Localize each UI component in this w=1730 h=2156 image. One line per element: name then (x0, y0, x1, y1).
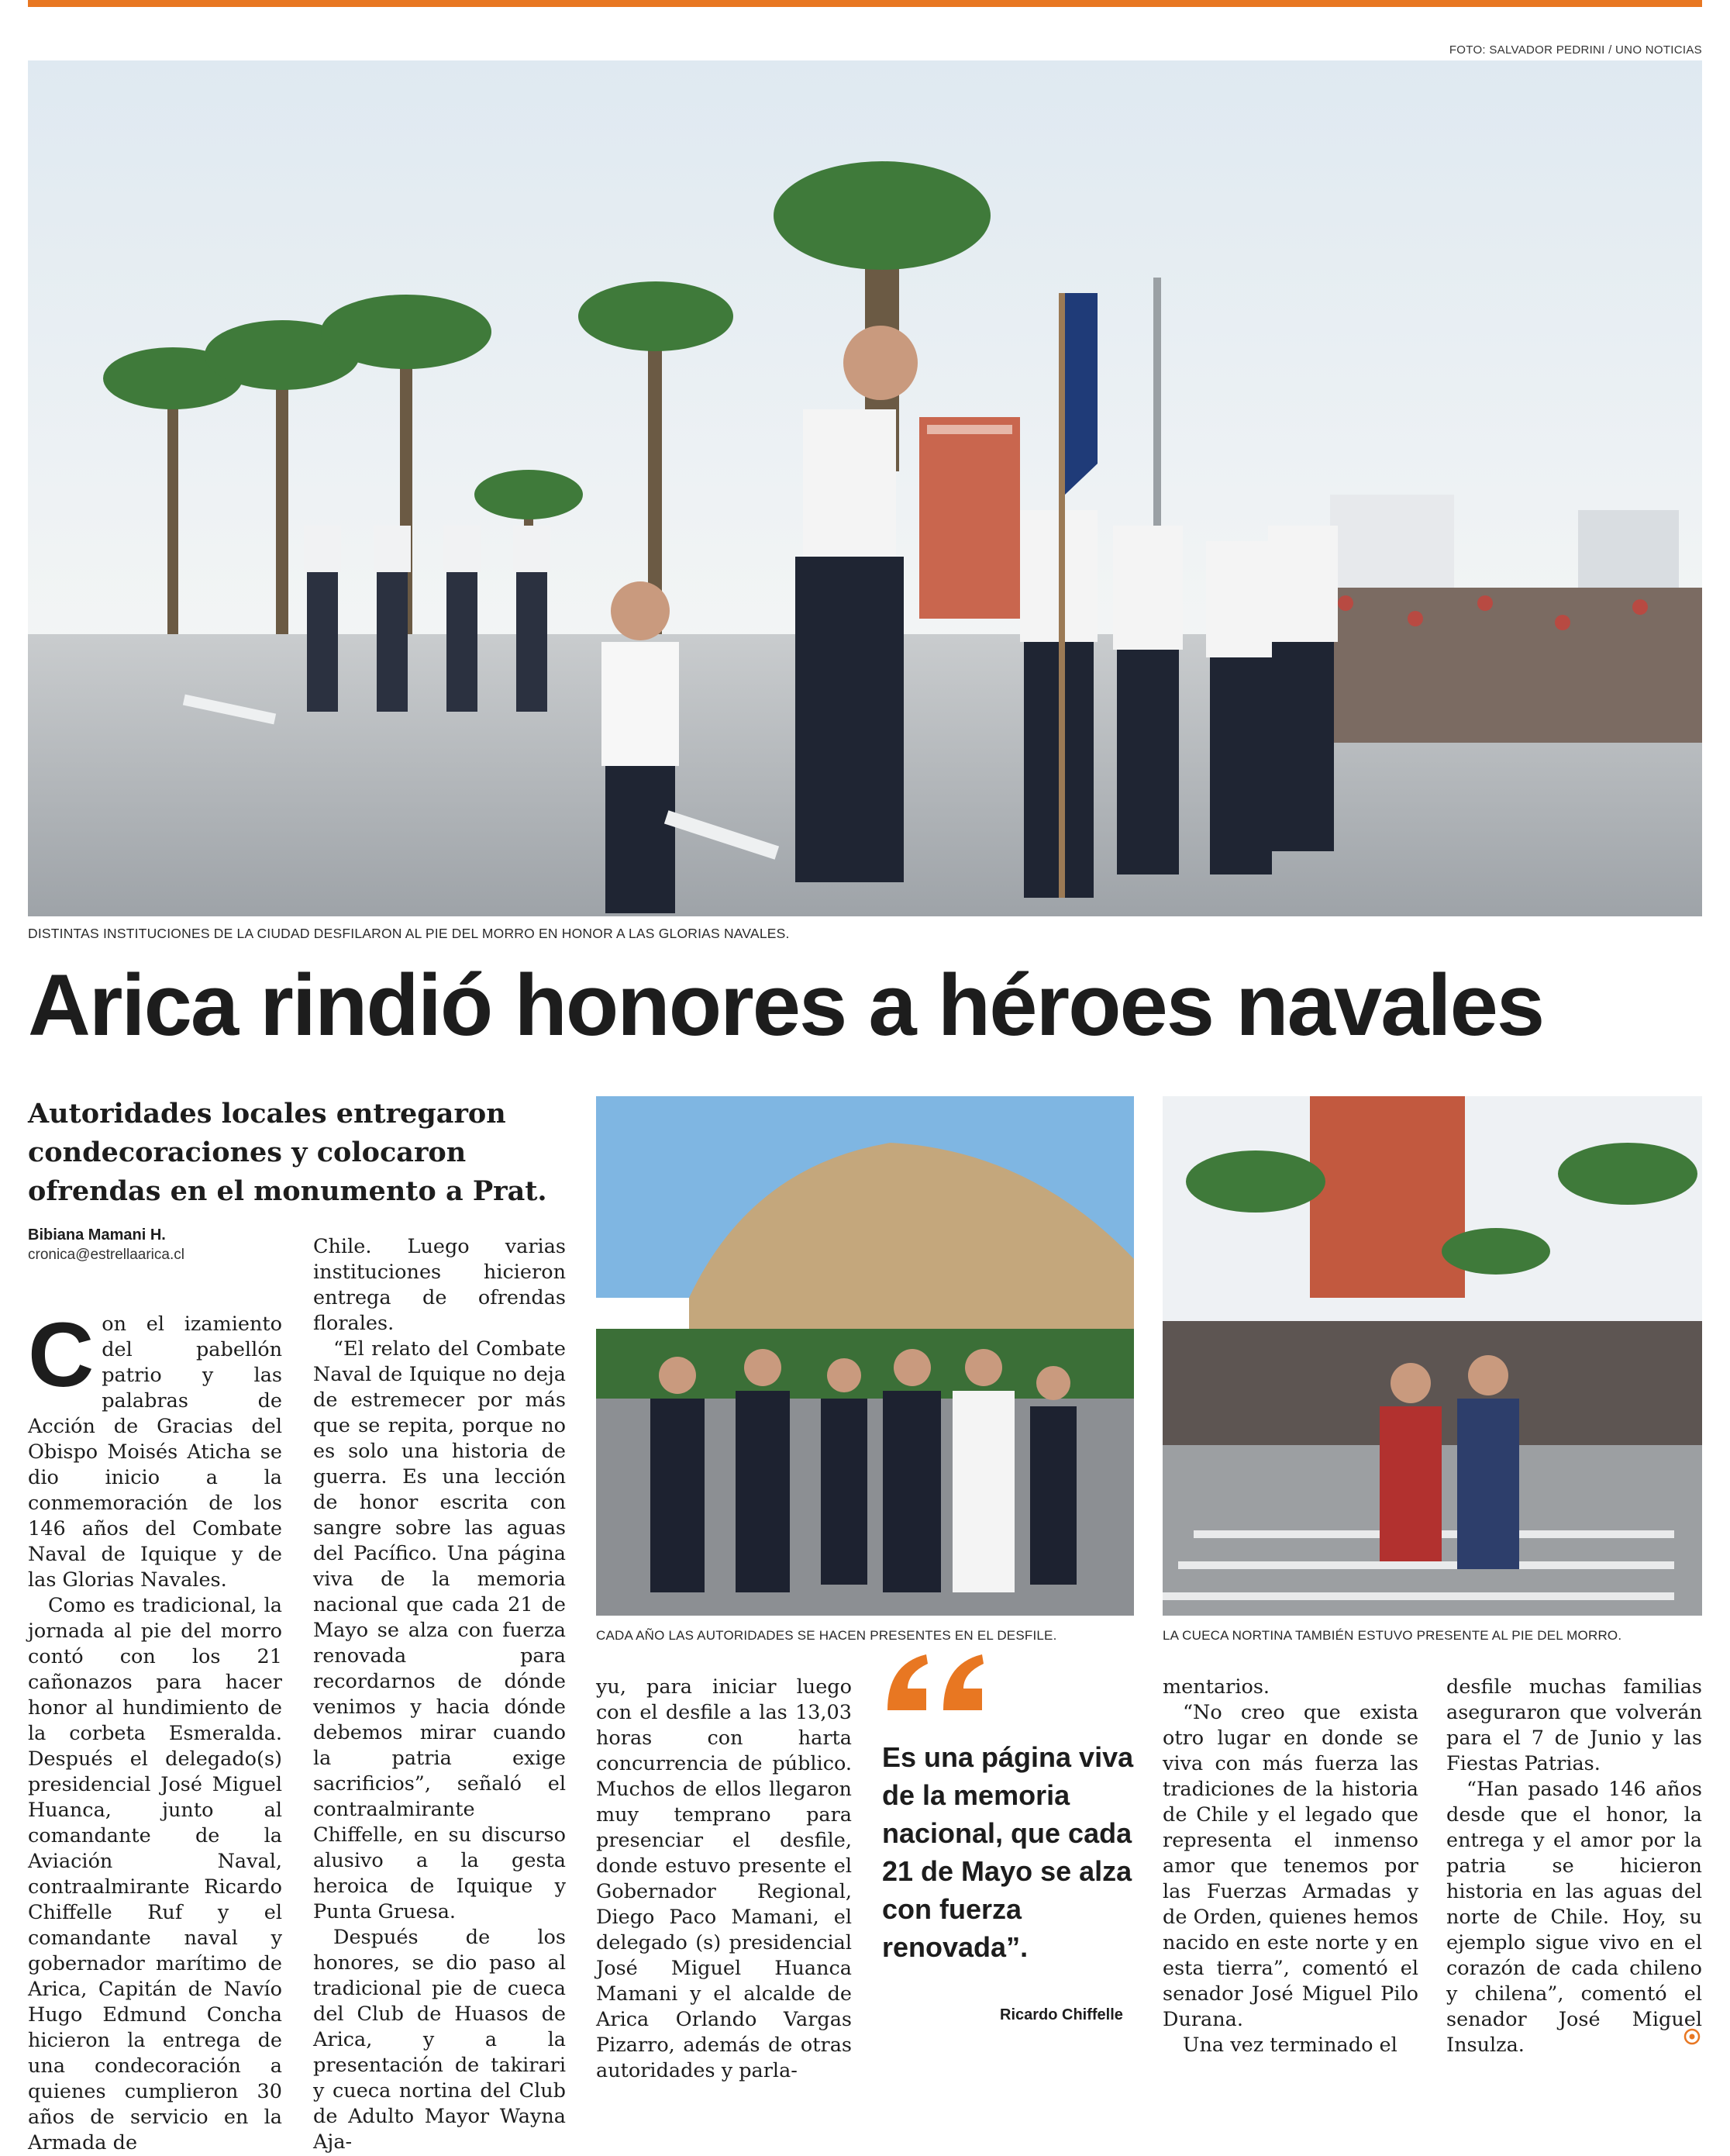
body-column-5 (1446, 1675, 1702, 2058)
pull-quote-author: Ricardo Chiffelle (1000, 2006, 1123, 2023)
article-end-icon (1683, 2028, 1701, 2045)
pull-quote: Es una página viva de la memoria nacional, que cada 21 de Mayo se alza con fuerza renovada”. (882, 1741, 1134, 1963)
subheadline: Autoridades locales entregaron condecoraciones y colocaron ofrendas en el monumento a Prat. (28, 1098, 547, 1207)
body-paragraph: desfile muchas familias aseguraron que volverán para el 7 de Junio y las Fiestas Patrias. (1446, 1675, 1702, 1775)
body-paragraph: Una vez terminado el (1183, 2034, 1397, 2057)
body-paragraph: yu, para iniciar luego con el desfile a las 13,03 horas con harta concurrencia de público. Muchos de ellos llegaron muy temprano para presenciar el desfile, donde estuvo presente el Gobernador Regional, Diego Paco Mamani, el delegado (s) presidencial José Miguel Huanca Mamani y el alcalde de Arica Orlando Vargas Pizarro, además de otras autoridades y parla- (596, 1675, 852, 2082)
body-paragraph: “Han pasado 146 años desde que el honor, la entrega y el amor por la patria se hicieron historia en las aguas del norte de Chile. Hoy, su ejemplo sigue vivo en el corazón de cada chileno y chilena”, comentó el senador José Miguel Insulza. (1446, 1778, 1702, 2057)
body-column-3 (596, 1675, 852, 2084)
body-paragraph: Chile. Luego varias instituciones hicieron entrega de ofrendas florales. (313, 1235, 566, 1335)
top-accent-rule (28, 0, 1702, 7)
photo-credit: FOTO: SALVADOR PEDRINI / UNO NOTICIAS (1449, 43, 1702, 57)
headline: Arica rindió honores a héroes navales (28, 957, 1544, 1054)
main-photo-caption: DISTINTAS INSTITUCIONES DE LA CIUDAD DESFILARON AL PIE DEL MORRO EN HONOR A LAS GLORIAS NAVALES. (28, 926, 790, 941)
authorities-photo (596, 1096, 1134, 1616)
body-column-1 (28, 1304, 282, 2156)
dropcap: C (28, 1304, 95, 1406)
main-parade-photo (28, 60, 1702, 916)
authorities-photo-caption: CADA AÑO LAS AUTORIDADES SE HACEN PRESENTES EN EL DESFILE. (596, 1628, 1057, 1643)
byline-email: cronica@estrellaarica.cl (28, 1247, 184, 1263)
byline-author: Bibiana Mamani H. (28, 1226, 166, 1244)
body-paragraph: mentarios. (1163, 1675, 1270, 1699)
body-paragraph: “El relato del Combate Naval de Iquique no deja de estremecer por más que se repita, porque no es solo una historia de guerra. Es una lección de honor escrita con sangre sobre las aguas del Pacífico. Una página viva de la memoria nacional que cada 21 de Mayo se alza con fuerza renovada para recordarnos de dónde venimos y hacia dónde debemos mirar cuando la patria exige sacrificios”, señaló el contraalmirante Chiffelle, en su discurso alusivo a la gesta heroica de Iquique y Punta Gruesa. (313, 1337, 566, 1923)
byline (28, 1225, 291, 1265)
body-paragraph: “No creo que exista otro lugar en donde se viva con más fuerza las tradiciones de la historia de Chile y el legado que representa el inmenso amor que tenemos por las Fuerzas Armadas y de Orden, quienes hemos nacido en este norte y en esta tierra”, comentó el senador José Miguel Pilo Durana. (1163, 1701, 1418, 2031)
cueca-photo-caption: LA CUECA NORTINA TAMBIÉN ESTUVO PRESENTE AL PIE DEL MORRO. (1163, 1628, 1622, 1643)
body-paragraph: on el izamiento del pabellón patrio y las palabras de Acción de Gracias del Obispo Moisés Aticha se dio inicio a la conmemoración de los 146 años del Combate Naval de Iquique y de las Glorias Navales. (28, 1313, 282, 1592)
body-column-4 (1163, 1675, 1418, 2058)
quote-mark-icon (880, 1648, 996, 1718)
body-paragraph: Después de los honores, se dio paso al tradicional pie de cueca del Club de Huasos de Arica, y a la presentación de takirari y cueca nortina del Club de Adulto Mayor Wayna Aja- (313, 1926, 566, 2154)
cueca-dance-photo (1163, 1096, 1702, 1616)
body-column-2 (313, 1234, 566, 2155)
body-paragraph: Como es tradicional, la jornada al pie del morro contó con los 21 cañonazos para hacer honor al hundimiento de la corbeta Esmeralda. Después el delegado(s) presidencial José Miguel Huanca, junto al comandante de la Aviación Naval, contraalmirante Ricardo Chiffelle Ruf y el comandante naval y gobernador marítimo de Arica, Capitán de Navío Hugo Edmund Concha hicieron la entrega de una condecoración a quienes cumplieron 30 años de servicio en la Armada de (28, 1594, 282, 2154)
